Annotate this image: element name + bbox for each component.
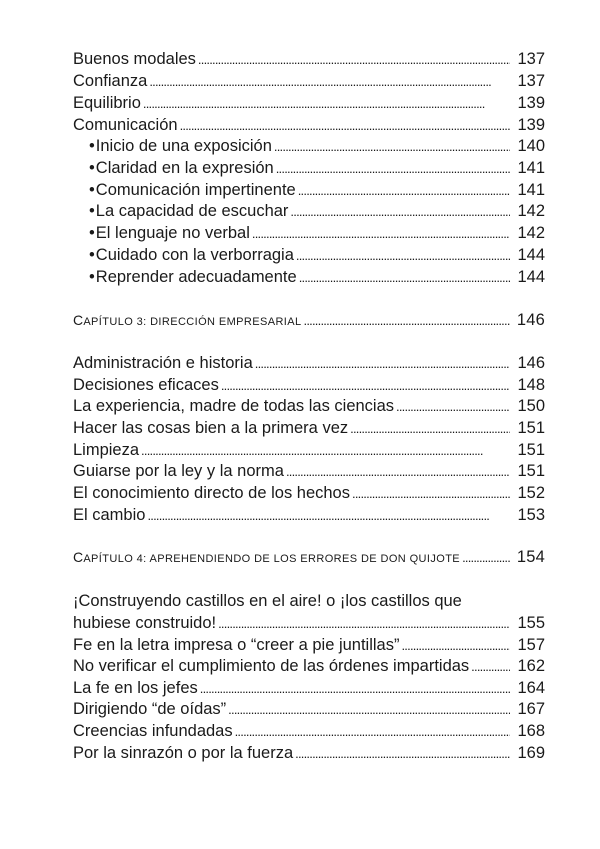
entry-label: Dirigiendo “de oídas” xyxy=(73,700,227,718)
entry-label: La capacidad de escuchar xyxy=(95,202,289,220)
entry-page: 162 xyxy=(517,657,545,675)
entry-page: 148 xyxy=(517,376,545,394)
bullet-icon: • xyxy=(89,159,95,177)
dot-leader xyxy=(221,374,510,397)
toc-entry xyxy=(73,460,545,482)
entry-label: No verificar el cumplimiento de las órdenes impartidas xyxy=(73,657,470,675)
entry-page: 137 xyxy=(517,50,545,68)
toc-entry xyxy=(73,720,545,742)
chapter-label: CAPÍTULO 4: APREHENDIENDO DE LOS ERRORES DE DON QUIJOTE xyxy=(73,549,461,565)
dot-leader xyxy=(235,720,510,743)
toc-entry xyxy=(73,417,545,439)
entry-label: Inicio de una exposición xyxy=(95,137,272,155)
dot-leader xyxy=(276,157,510,180)
dot-leader xyxy=(296,244,510,267)
dot-leader xyxy=(471,655,510,678)
dot-leader xyxy=(180,114,510,137)
toc-entry xyxy=(73,352,545,374)
toc-subentry xyxy=(89,244,545,266)
toc-subentry xyxy=(89,157,545,179)
entry-label-line1: ¡Construyendo castillos en el aire! o ¡los castillos que xyxy=(73,592,462,610)
dot-leader xyxy=(198,48,510,71)
entry-label: El lenguaje no verbal xyxy=(95,224,250,242)
dot-leader xyxy=(252,222,510,245)
entry-label: Administración e historia xyxy=(73,354,253,372)
bullet-icon: • xyxy=(89,224,95,242)
toc-entry xyxy=(73,634,545,656)
dot-leader xyxy=(147,504,510,527)
dot-leader xyxy=(298,179,510,202)
toc-subentry xyxy=(89,222,545,244)
entry-label: Comunicación impertinente xyxy=(95,181,296,199)
entry-page: 142 xyxy=(517,202,545,220)
entry-label: El cambio xyxy=(73,506,146,524)
entry-page: 153 xyxy=(517,506,545,524)
entry-label: La fe en los jefes xyxy=(73,679,198,697)
entry-page: 144 xyxy=(517,268,545,286)
dot-leader xyxy=(143,92,510,115)
toc-entry xyxy=(73,698,545,720)
entry-page: 142 xyxy=(517,224,545,242)
entry-label: Claridad en la expresión xyxy=(95,159,274,177)
toc-subentry xyxy=(89,179,545,201)
entry-page: 154 xyxy=(516,548,545,566)
chapter-label: CAPÍTULO 3: DIRECCIÓN EMPRESARIAL xyxy=(73,312,302,328)
entry-label: Por la sinrazón o por la fuerza xyxy=(73,744,294,762)
toc-subentry xyxy=(89,135,545,157)
entry-page: 169 xyxy=(517,744,545,762)
toc-entry xyxy=(73,48,545,70)
entry-label: Limpieza xyxy=(73,441,140,459)
toc-entry xyxy=(73,677,545,699)
entry-page: 152 xyxy=(517,484,545,502)
dot-leader xyxy=(218,612,510,635)
toc-entry xyxy=(73,655,545,677)
entry-page: 137 xyxy=(517,72,545,90)
dot-leader xyxy=(286,460,510,483)
toc-subentry xyxy=(89,266,545,288)
dot-leader xyxy=(352,482,510,505)
dot-leader xyxy=(274,135,510,158)
entry-page: 151 xyxy=(517,419,545,437)
toc-entry xyxy=(73,612,545,634)
toc-entry xyxy=(73,395,545,417)
entry-label: Hacer las cosas bien a la primera vez xyxy=(73,419,349,437)
toc-entry xyxy=(73,70,545,92)
entry-page: 144 xyxy=(517,246,545,264)
entry-page: 139 xyxy=(517,94,545,112)
entry-page: 167 xyxy=(517,700,545,718)
entry-page: 168 xyxy=(517,722,545,740)
toc-entry xyxy=(73,504,545,526)
bullet-icon: • xyxy=(89,246,95,264)
dot-leader xyxy=(299,266,510,289)
bullet-icon: • xyxy=(89,268,95,286)
entry-label: Comunicación xyxy=(73,116,178,134)
entry-label: Buenos modales xyxy=(73,50,196,68)
dot-leader xyxy=(149,70,510,93)
toc-entry xyxy=(73,374,545,396)
chapter-heading xyxy=(73,546,545,568)
chapter-heading xyxy=(73,309,545,331)
entry-page: 146 xyxy=(517,354,545,372)
entry-page: 141 xyxy=(517,181,545,199)
dot-leader xyxy=(255,352,510,375)
entry-label: Decisiones eficaces xyxy=(73,376,219,394)
entry-page: 151 xyxy=(517,441,545,459)
entry-label: Cuidado con la verborragia xyxy=(95,246,294,264)
entry-label: Fe en la letra impresa o “creer a pie juntillas” xyxy=(73,636,400,654)
bullet-icon: • xyxy=(89,181,95,199)
dot-leader xyxy=(228,698,510,721)
entry-label: hubiese construido! xyxy=(73,614,217,632)
entry-label: La experiencia, madre de todas las ciencias xyxy=(73,397,395,415)
entry-page: 164 xyxy=(517,679,545,697)
entry-page: 157 xyxy=(517,636,545,654)
entry-page: 141 xyxy=(517,159,545,177)
entry-label: Guiarse por la ley y la norma xyxy=(73,462,284,480)
dot-leader xyxy=(304,309,510,332)
toc-entry xyxy=(73,482,545,504)
entry-label: El conocimiento directo de los hechos xyxy=(73,484,350,502)
bullet-icon: • xyxy=(89,202,95,220)
entry-label: Equilibrio xyxy=(73,94,141,112)
entry-page: 151 xyxy=(517,462,545,480)
toc-subentry xyxy=(89,200,545,222)
dot-leader xyxy=(290,200,510,223)
toc-entry xyxy=(73,439,545,461)
dot-leader xyxy=(200,677,510,700)
entry-label: Confianza xyxy=(73,72,148,90)
dot-leader xyxy=(295,742,510,765)
dot-leader xyxy=(396,395,510,418)
entry-label: Creencias infundadas xyxy=(73,722,233,740)
entry-page: 140 xyxy=(517,137,545,155)
entry-page: 146 xyxy=(516,311,545,329)
entry-page: 139 xyxy=(517,116,545,134)
bullet-icon: • xyxy=(89,137,95,155)
dot-leader xyxy=(350,417,510,440)
entry-page: 150 xyxy=(517,397,545,415)
toc-entry xyxy=(73,92,545,114)
entry-label: Reprender adecuadamente xyxy=(95,268,297,286)
dot-leader xyxy=(462,546,510,569)
toc-entry xyxy=(73,114,545,136)
toc-entry xyxy=(73,742,545,764)
entry-page: 155 xyxy=(517,614,545,632)
dot-leader xyxy=(401,634,510,657)
dot-leader xyxy=(141,439,510,462)
